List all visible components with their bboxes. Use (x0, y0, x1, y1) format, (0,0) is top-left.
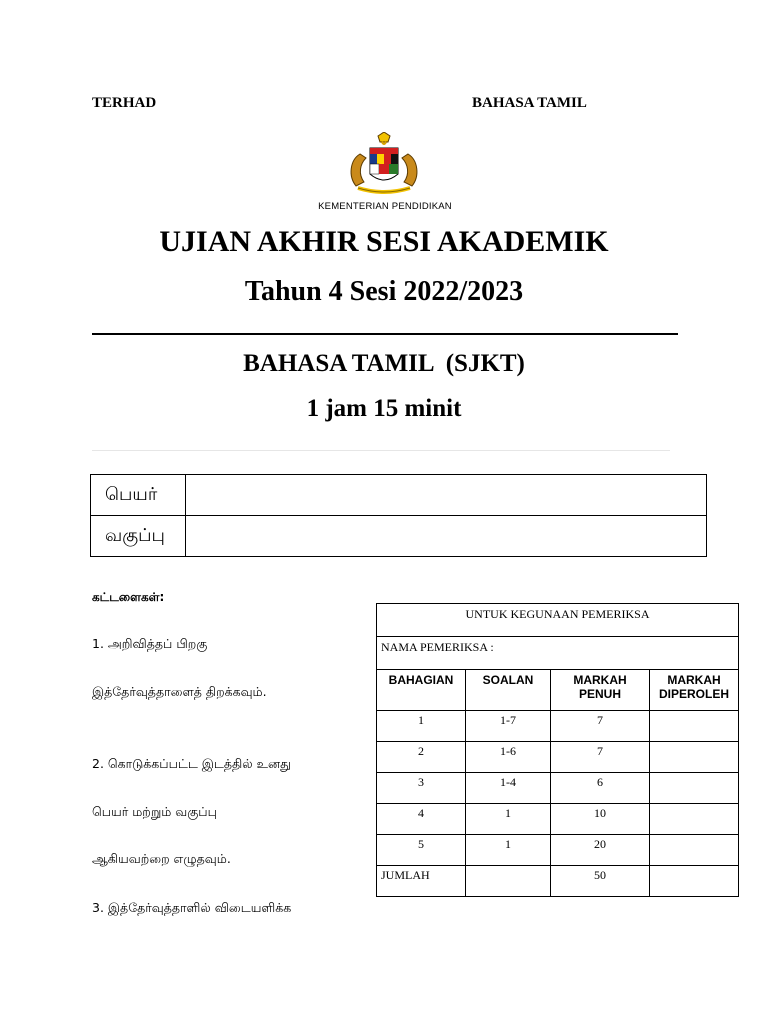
instruction-line: 2. கொடுக்கப்பட்ட இடத்தில் உனது (92, 756, 291, 771)
full-marks-cell: 10 (551, 804, 650, 835)
instruction-line: 3. இத்தேர்வுத்தாளில் விடையளிக்க (92, 900, 292, 915)
section-cell: 4 (377, 804, 466, 835)
class-field[interactable] (186, 516, 707, 557)
obtained-marks-cell[interactable] (650, 773, 739, 804)
header-markah-diperoleh: MARKAH DIPEROLEH (650, 670, 739, 711)
section-cell: 1 (377, 711, 466, 742)
instruction-line: 1. அறிவித்தப் பிறகு (92, 636, 208, 651)
header-left: TERHAD (92, 95, 157, 111)
table-row (377, 742, 739, 773)
exam-title: UJIAN AKHIR SESI AKADEMIK (159, 225, 609, 258)
class-label: வகுப்பு (91, 516, 186, 557)
question-cell: 1-7 (466, 711, 551, 742)
table-row (377, 773, 739, 804)
examiner-marks-table (376, 603, 739, 897)
header-soalan: SOALAN (466, 670, 551, 711)
total-question-cell (466, 866, 551, 897)
full-marks-cell: 7 (551, 742, 650, 773)
name-field[interactable] (186, 475, 707, 516)
total-row (377, 866, 739, 897)
obtained-marks-cell[interactable] (650, 742, 739, 773)
question-cell: 1 (466, 835, 551, 866)
total-obtained-marks[interactable] (650, 866, 739, 897)
instructions-title: கட்டளைகள்: (92, 590, 165, 604)
name-label: பெயர் (91, 475, 186, 516)
duration: 1 jam 15 minit (306, 395, 462, 422)
obtained-marks-cell[interactable] (650, 835, 739, 866)
marks-header-row (377, 670, 739, 711)
title-divider (92, 333, 678, 335)
marks-table-title: UNTUK KEGUNAAN PEMERIKSA (377, 604, 739, 637)
question-cell: 1-4 (466, 773, 551, 804)
header-right: BAHASA TAMIL (472, 95, 587, 111)
instruction-line: ஆகியவற்றை எழுதவும். (92, 851, 231, 866)
coat-of-arms-icon (342, 132, 426, 196)
instruction-line: இத்தேர்வுத்தாளைத் திறக்கவும். (92, 684, 267, 699)
section-cell: 5 (377, 835, 466, 866)
instruction-line: பெயர் மற்றும் வகுப்பு (92, 804, 217, 819)
question-cell: 1 (466, 804, 551, 835)
name-row (91, 475, 707, 516)
examiner-name-label: NAMA PEMERIKSA : (377, 637, 739, 670)
class-row (91, 516, 707, 557)
table-row (377, 711, 739, 742)
full-marks-cell: 7 (551, 711, 650, 742)
examiner-name-row (377, 637, 739, 670)
ministry-label: KEMENTERIAN PENDIDIKAN (318, 201, 452, 212)
obtained-marks-cell[interactable] (650, 711, 739, 742)
table-row (377, 804, 739, 835)
total-full-marks: 50 (551, 866, 650, 897)
total-label: JUMLAH (377, 866, 466, 897)
marks-table-title-row (377, 604, 739, 637)
section-cell: 3 (377, 773, 466, 804)
student-id-table (90, 474, 707, 557)
question-cell: 1-6 (466, 742, 551, 773)
header-markah-penuh: MARKAH PENUH (551, 670, 650, 711)
full-marks-cell: 6 (551, 773, 650, 804)
exam-year: Tahun 4 Sesi 2022/2023 (244, 276, 524, 307)
header-bahagian: BAHAGIAN (377, 670, 466, 711)
faint-divider (92, 450, 670, 451)
obtained-marks-cell[interactable] (650, 804, 739, 835)
full-marks-cell: 20 (551, 835, 650, 866)
table-row (377, 835, 739, 866)
section-cell: 2 (377, 742, 466, 773)
subject-title: BAHASA TAMIL (SJKT) (243, 350, 525, 377)
